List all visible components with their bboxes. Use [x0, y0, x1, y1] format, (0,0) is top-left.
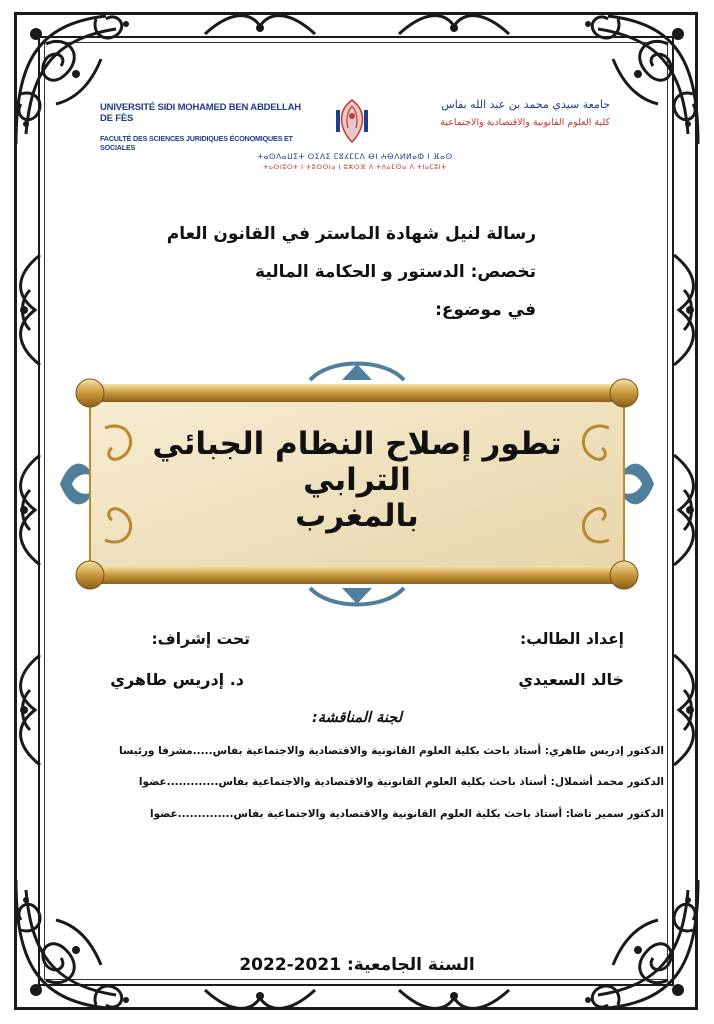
tifinagh-faculty-name: ⵜⴰⵙⵏⵓⵔⵜ ⵏ ⵜⵓⵙⵙⵏⴰ ⵏ ⵓⵣⵔⴼ ⴷ ⵜⴷⴰⵎⵙⴰ ⴷ ⵜⵏⴰⵎⵓⵏⵜ [263, 163, 447, 171]
university-header [100, 92, 610, 182]
specialization: تخصص: الدستور و الحكامة المالية [255, 262, 536, 282]
university-name-french [100, 102, 310, 152]
supervisor-name: د. إدريس طاهري [110, 670, 244, 689]
supervision-label: تحت إشراف: [151, 630, 250, 648]
subject-label: في موضوع: [435, 300, 536, 320]
university-name-arabic [390, 98, 610, 128]
side-ornament-left [10, 450, 50, 570]
prepared-by-label: إعداد الطالب: [520, 630, 624, 648]
university-name-fr: UNIVERSITÉ SIDI MOHAMED BEN ABDELLAH DE FÈS [100, 102, 301, 124]
university-name-ar: جامعة سيدي محمد بن عبد الله بفاس [441, 98, 610, 111]
bottom-ornament [200, 984, 320, 1018]
tifinagh-university-name: ⵜⴰⵙⴷⴰⵡⵉⵜ ⵙⵉⴷⵉ ⵎⵓⵃⵎⵎⴷ ⴱⵏ ⵄⴱⴷⵍⵍⴰⵀ ⵏ ⴼⴰⵙ [257, 152, 453, 161]
academic-year: السنة الجامعية: 2021-2022 [239, 955, 475, 975]
thesis-title-line-1: تطور إصلاح النظام الجبائي الترابي [152, 426, 562, 498]
side-ornament-right [664, 250, 704, 370]
committee-member: الدكتور سمير تاضا: أستاذ باحث بكلية العلوم القانونية والاقتصادية والاجتماعية بفاس..............عضوا [149, 808, 664, 820]
faculty-name-fr: FACULTÉ DES SCIENCES JURIDIQUES ÉCONOMIQUES ET SOCIALES [100, 134, 293, 152]
university-emblem-icon [332, 96, 372, 144]
top-ornament [200, 6, 320, 40]
corner-ornament-bottom-left [6, 870, 156, 1020]
committee-title: لجنة المناقشة: [311, 710, 403, 726]
side-ornament-right [664, 450, 704, 570]
top-ornament [394, 6, 514, 40]
tifinagh-text [220, 152, 490, 171]
committee-member: الدكتور إدريس طاهري: أستاذ باحث بكلية العلوم القانونية والاقتصادية والاجتماعية بفاس.....مشرفا ورئيسا [119, 745, 664, 757]
degree-statement: رسالة لنيل شهادة الماستر في القانون العام [166, 224, 536, 244]
title-scroll-banner [50, 358, 664, 610]
thesis-title-line-2: بالمغرب [295, 498, 419, 534]
corner-ornament-bottom-right [558, 870, 708, 1020]
bottom-ornament [394, 984, 514, 1018]
side-ornament-left [10, 250, 50, 370]
faculty-name-ar: كلية العلوم القانونية والاقتصادية والاجتماعية [440, 117, 610, 128]
student-name: خالد السعيدي [518, 670, 624, 689]
committee-member: الدكتور محمد أشملال: أستاذ باحث بكلية العلوم القانونية والاقتصادية والاجتماعية بفاس.............عضوا [138, 776, 664, 788]
